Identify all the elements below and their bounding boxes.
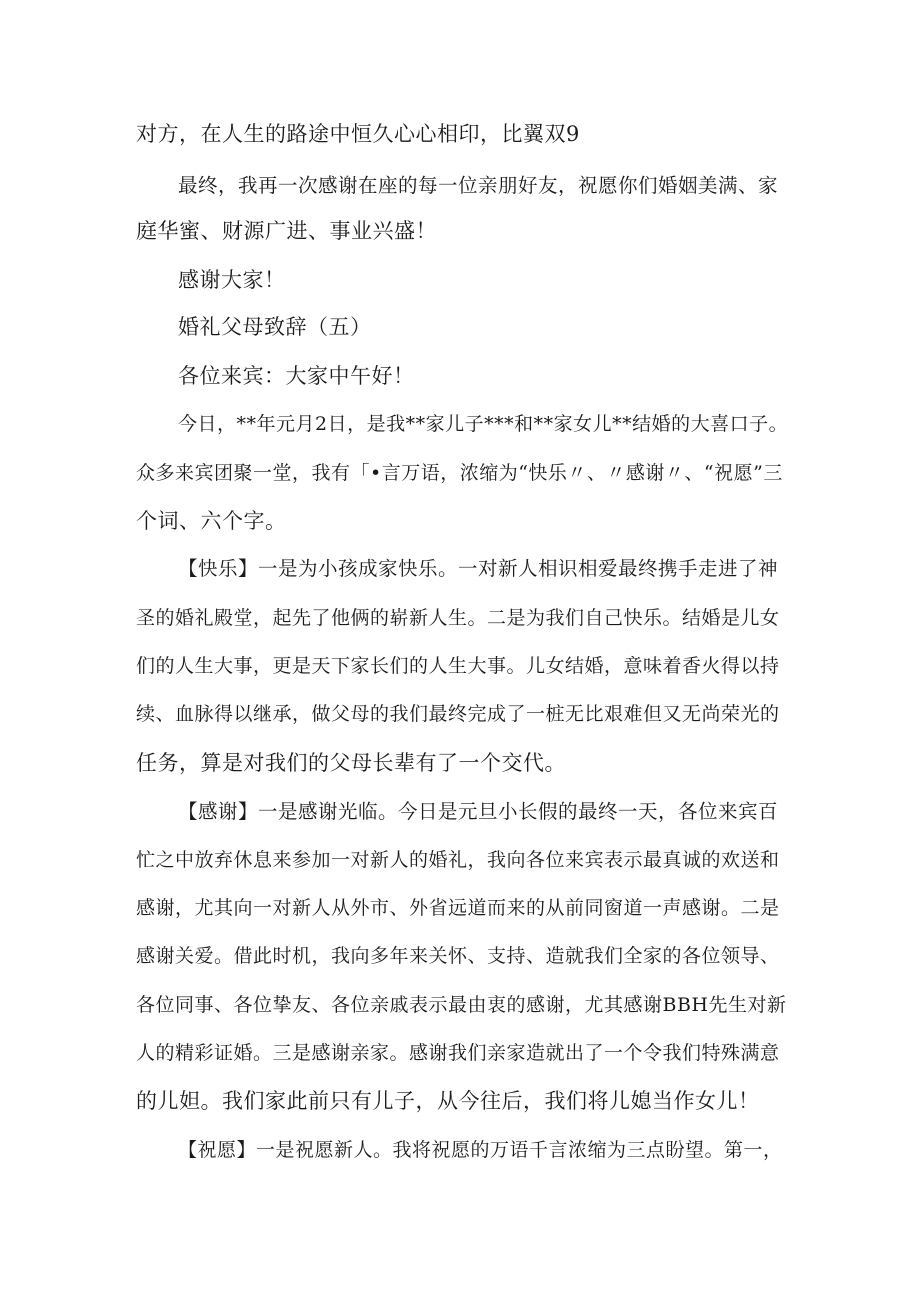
paragraph-line: 【祝愿】一是祝愿新人。我将祝愿的万语千言浓缩为三点盼望。第一， <box>178 1139 783 1161</box>
text-line: 个词、六个字。 <box>136 509 287 533</box>
text-line: 感谢关爱。借此时机，我向多年来关怀、支持、造就我们全家的各位领导、 <box>136 945 780 967</box>
paragraph-line: 【快乐】一是为小孩成家快乐。一对新人相识相爱最终携手走进了神 <box>178 557 779 580</box>
text-line: 庭华蜜、财源广进、事业兴盛！ <box>136 219 437 243</box>
section-heading: 婚礼父母致辞（五） <box>178 315 372 339</box>
paragraph-line: 最终，我再一次感谢在座的每一位亲朋好友，祝愿你们婚姻美满、家 <box>178 174 779 197</box>
text-line: 人的精彩证婚。三是感谢亲家。感谢我们亲家造就出了一个令我们特殊满意 <box>136 1042 780 1064</box>
text-line: 任务，算是对我们的父母长辈有了一个交代。 <box>136 751 566 775</box>
text-line: 的儿妲。我们家此前只有儿子，从今往后，我们将儿媳当作女儿！ <box>136 1089 760 1113</box>
text-line: 续、血脉得以继承，做父母的我们最终完成了一桩无比艰难但又无尚荣光的 <box>136 703 780 725</box>
text-line: 各位同事、各位挚友、各位亲戚表示最由衷的感谢，尤其感谢BBH先生对新 <box>136 994 787 1016</box>
paragraph-line: 【感谢】一是感谢光临。今日是元旦小长假的最终一天，各位来宾百 <box>178 800 779 823</box>
text-line: 对方，在人生的路途中恒久心心相印，比翼双9 <box>136 122 580 146</box>
text-line: 圣的婚礼殿堂，起先了他俩的崭新人生。二是为我们自己快乐。结婚是儿女 <box>136 607 780 629</box>
text-line: 众多来宾团聚一堂，我有「•言万语，浓缩为“快乐〃、〃感谢〃、“祝愿”三 <box>136 462 783 484</box>
text-line: 们的人生大事，更是天下家长们的人生大事。儿女结婚，意味着香火得以持 <box>136 655 780 677</box>
text-line: 忙之中放弃休息来参加一对新人的婚礼，我向各位来宾表示最真诚的欢送和 <box>136 849 780 871</box>
paragraph-line: 今日，**年元月2日，是我**家儿子***和**家女儿**结婚的大喜口子。 <box>178 413 789 435</box>
paragraph-line: 感谢大家！ <box>178 268 286 292</box>
salutation: 各位来宾：大家中午好！ <box>178 364 415 388</box>
text-line: 感谢，尤其向一对新人从外市、外省远道而来的从前同窗道一声感谢。二是 <box>136 897 780 919</box>
